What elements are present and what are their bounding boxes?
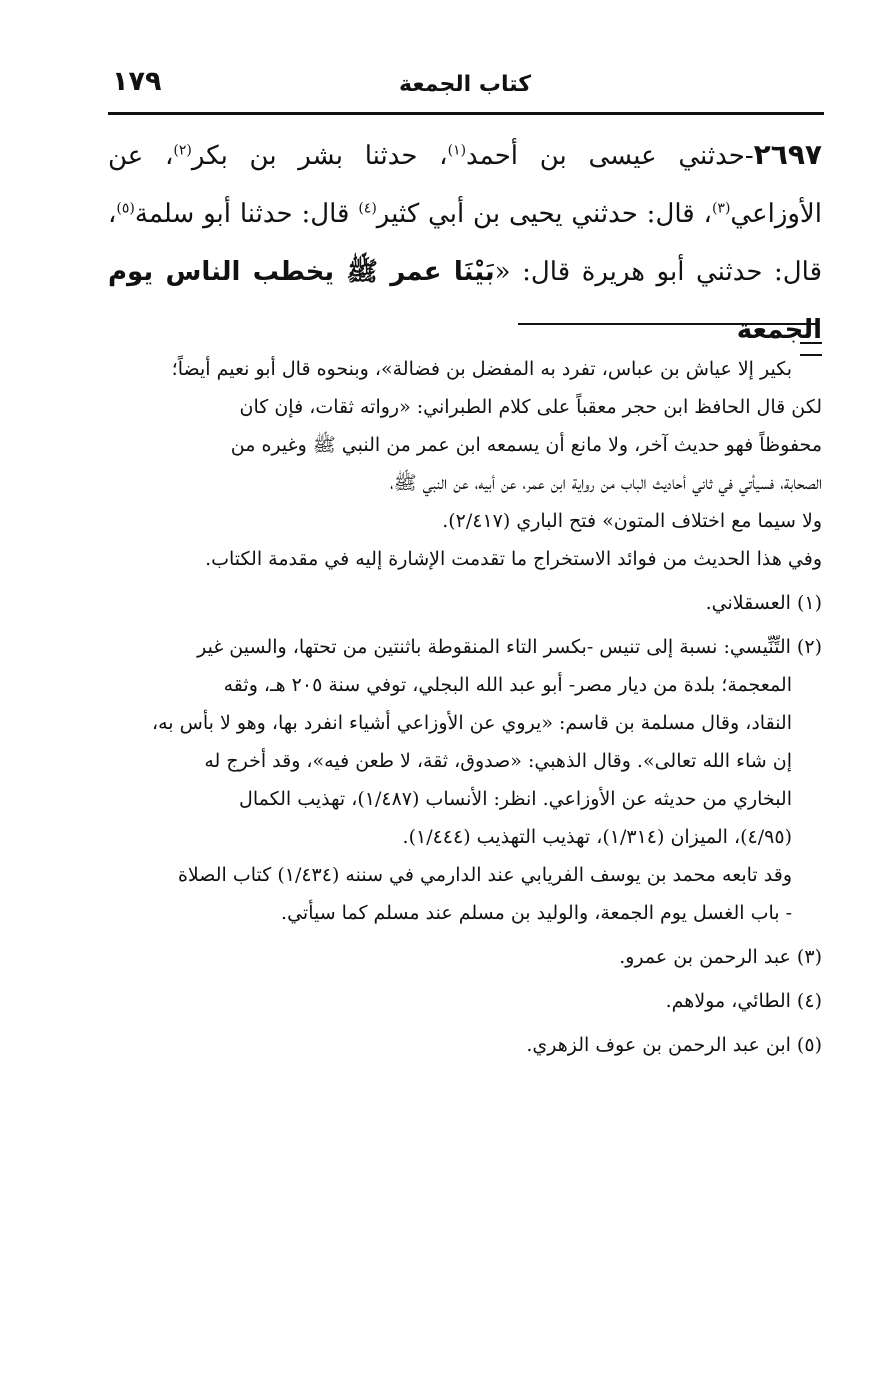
footnote-5: (٥) ابن عبد الرحمن بن عوف الزهري. — [526, 1034, 822, 1056]
hadith-text-part: ، حدثنا بشر بن بكر — [191, 141, 448, 171]
running-header — [108, 62, 822, 108]
hadith-text-part: ، قال: حدثني يحيى بن أبي كثير — [376, 199, 712, 229]
footnote-2-line: النقاد، وقال مسلمة بن قاسم: «يروي عن الأوزاعي أشياء انفرد بها، وهو لا بأس به، — [151, 712, 792, 734]
footnote-1: (١) العسقلاني. — [705, 592, 822, 614]
footnote-2-line: (٢) التِّنِّيسي: نسبة إلى تنيس -بكسر التاء المنقوطة باثنتين من تحتها، والسين غير — [197, 636, 822, 658]
footnote-2-line: البخاري من حديثه عن الأوزاعي. انظر: الأنساب (١/٤٨٧)، تهذيب الكمال — [239, 788, 792, 810]
footnote-ref: (٥) — [116, 200, 135, 217]
footnote-2-line: إن شاء الله تعالى». وقال الذهبي: «صدوق، ثقة، لا طعن فيه»، وقد أخرج له — [204, 750, 792, 772]
book-title: كتاب الجمعة — [399, 72, 531, 97]
footnote-continued-line: ولا سيما مع اختلاف المتون» فتح الباري (٢/٤١٧). — [442, 510, 822, 532]
footnote-ref: (١) — [447, 142, 467, 159]
hadith-text-part: -حدثني عيسى بن أحمد — [466, 141, 754, 171]
footnote-continued-line: محفوظاً فهو حديث آخر، ولا مانع أن يسمعه ابن عمر من النبي ﷺ وغيره من — [230, 434, 822, 456]
footnote-4: (٤) الطائي، مولاهم. — [665, 990, 822, 1012]
footnote-ref: (٤) — [358, 200, 377, 217]
hadith-text-part: ، قال: حدثني أبو هريرة قال: « — [108, 199, 823, 287]
hadith-matn: بَيْنَا عمر ﷺ يخطب الناس يوم الجمعة — [108, 257, 822, 345]
page-number: ١٧٩ — [112, 66, 162, 97]
header-rule — [108, 112, 824, 115]
footnote-continued-line: بكير إلا عياش بن عباس، تفرد به المفضل بن فضالة»، وبنحوه قال أبو نعيم أيضاً؛ — [171, 358, 792, 380]
footnote-separator — [518, 323, 818, 325]
footnote-2-extra-line: وقد تابعه محمد بن يوسف الفريابي عند الدارمي في سننه (١/٤٣٤) كتاب الصلاة — [177, 864, 792, 886]
footnote-ref: (٢) — [173, 142, 192, 159]
footnote-ref: (٣) — [711, 200, 731, 217]
footnote-continued-extra: وفي هذا الحديث من فوائد الاستخراج ما تقدمت الإشارة إليه في مقدمة الكتاب. — [205, 548, 822, 570]
footnote-2-line: المعجمة؛ بلدة من ديار مصر- أبو عبد الله البجلي، توفي سنة ٢٠٥ هـ، وثقه — [223, 674, 792, 696]
hadith-text-part: ، عن الأوزاعي — [108, 141, 822, 229]
footnote-continued-line: الصحابة، فسيأتي في ثاني أحاديث الباب من رواية ابن عمر، عن أبيه، عن النبي ﷺ، — [390, 472, 822, 494]
footnote-continued-line: لكن قال الحافظ ابن حجر معقباً على كلام الطبراني: «رواته ثقات، فإن كان — [239, 396, 822, 418]
footnotes — [108, 350, 822, 1064]
footnote-2-line: (٤/٩٥)، الميزان (١/٣١٤)، تهذيب التهذيب (١/٤٤٤). — [402, 826, 792, 848]
hadith-number: ٢٦٩٧ — [753, 138, 822, 171]
footnote-2-extra-line: - باب الغسل يوم الجمعة، والوليد بن مسلم عند مسلم كما سيأتي. — [281, 902, 792, 924]
hadith-text-part: قال: حدثنا أبو سلمة — [134, 199, 359, 229]
footnote-3: (٣) عبد الرحمن بن عمرو. — [619, 946, 822, 968]
